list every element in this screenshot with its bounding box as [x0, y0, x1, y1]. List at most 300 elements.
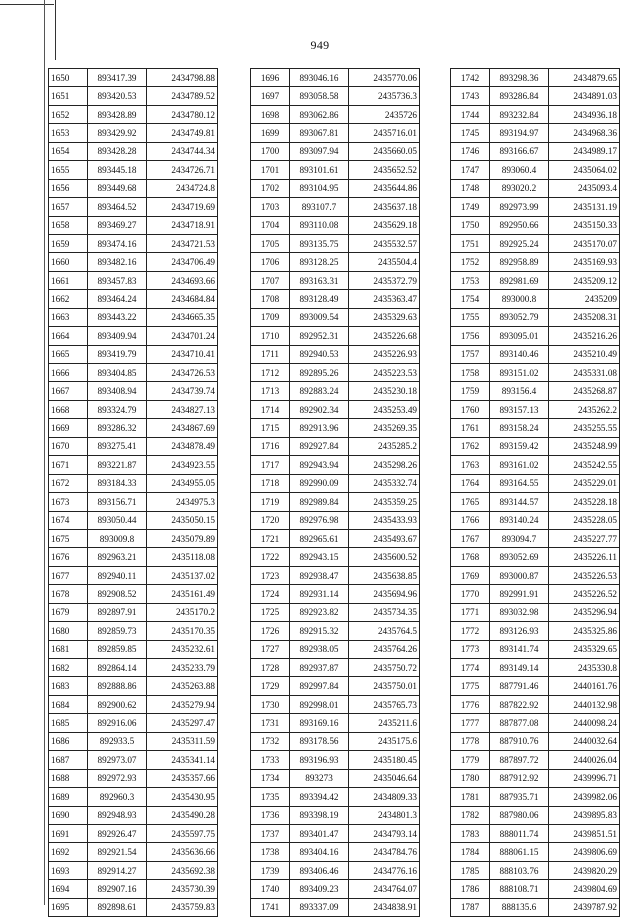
y-coordinate-cell: 2435209.12 — [549, 271, 620, 289]
x-coordinate-cell: 893194.97 — [490, 124, 549, 142]
y-coordinate-cell: 2434968.36 — [549, 124, 620, 142]
y-coordinate-cell: 2435285.2 — [349, 437, 420, 455]
x-coordinate-cell: 892998.01 — [290, 695, 349, 713]
point-id-cell: 1656 — [49, 179, 88, 197]
x-coordinate-cell: 893404.16 — [290, 843, 349, 861]
y-coordinate-cell: 2435229.01 — [549, 474, 620, 492]
y-coordinate-cell: 2435248.99 — [549, 437, 620, 455]
x-coordinate-cell: 893428.28 — [88, 142, 147, 160]
table-row — [49, 640, 218, 658]
table-row — [49, 695, 218, 713]
table-row — [49, 382, 218, 400]
x-coordinate-cell: 893104.95 — [290, 179, 349, 197]
point-id-cell: 1713 — [251, 382, 290, 400]
table-row — [49, 345, 218, 363]
table-row — [49, 548, 218, 566]
x-coordinate-cell: 893273 — [290, 769, 349, 787]
y-coordinate-cell: 2435759.83 — [147, 898, 218, 916]
point-id-cell: 1767 — [451, 529, 490, 547]
x-coordinate-cell: 892940.11 — [88, 566, 147, 584]
point-id-cell: 1778 — [451, 732, 490, 750]
table-row — [251, 308, 420, 326]
y-coordinate-cell: 2435330.8 — [549, 659, 620, 677]
x-coordinate-cell: 892933.5 — [88, 732, 147, 750]
table-row — [451, 843, 620, 861]
point-id-cell: 1785 — [451, 861, 490, 879]
point-id-cell: 1722 — [251, 548, 290, 566]
x-coordinate-cell: 893419.79 — [88, 345, 147, 363]
y-coordinate-cell: 2435730.39 — [147, 880, 218, 898]
table-row — [251, 843, 420, 861]
table-row — [251, 161, 420, 179]
point-id-cell: 1740 — [251, 880, 290, 898]
point-id-cell: 1715 — [251, 419, 290, 437]
x-coordinate-cell: 893149.14 — [490, 659, 549, 677]
table-row — [251, 474, 420, 492]
point-id-cell: 1650 — [49, 69, 88, 87]
point-id-cell: 1741 — [251, 898, 290, 916]
y-coordinate-cell: 2435372.79 — [349, 271, 420, 289]
x-coordinate-cell: 892943.94 — [290, 456, 349, 474]
point-id-cell: 1757 — [451, 345, 490, 363]
point-id-cell: 1721 — [251, 529, 290, 547]
x-coordinate-cell: 893169.16 — [290, 714, 349, 732]
point-id-cell: 1671 — [49, 456, 88, 474]
y-coordinate-cell: 2435208.31 — [549, 308, 620, 326]
table-row — [451, 548, 620, 566]
y-coordinate-cell: 2434793.14 — [349, 824, 420, 842]
y-coordinate-cell: 2435161.49 — [147, 585, 218, 603]
y-coordinate-cell: 2435331.08 — [549, 364, 620, 382]
x-coordinate-cell: 893398.19 — [290, 806, 349, 824]
point-id-cell: 1743 — [451, 87, 490, 105]
table-row — [251, 880, 420, 898]
point-id-cell: 1753 — [451, 271, 490, 289]
table-row — [49, 198, 218, 216]
point-id-cell: 1745 — [451, 124, 490, 142]
x-coordinate-cell: 892958.89 — [490, 253, 549, 271]
point-id-cell: 1764 — [451, 474, 490, 492]
x-coordinate-cell: 893409.23 — [290, 880, 349, 898]
x-coordinate-cell: 887910.76 — [490, 732, 549, 750]
y-coordinate-cell: 2434798.88 — [147, 69, 218, 87]
x-coordinate-cell: 892898.61 — [88, 898, 147, 916]
x-coordinate-cell: 888103.76 — [490, 861, 549, 879]
point-id-cell: 1772 — [451, 622, 490, 640]
point-id-cell: 1680 — [49, 622, 88, 640]
point-id-cell: 1771 — [451, 603, 490, 621]
x-coordinate-cell: 892952.31 — [290, 327, 349, 345]
table-row — [49, 179, 218, 197]
table-row — [451, 161, 620, 179]
y-coordinate-cell: 2435637.18 — [349, 198, 420, 216]
y-coordinate-cell: 2435493.67 — [349, 529, 420, 547]
table-row — [49, 585, 218, 603]
table-row — [251, 529, 420, 547]
x-coordinate-cell: 892907.16 — [88, 880, 147, 898]
x-coordinate-cell: 893140.46 — [490, 345, 549, 363]
y-coordinate-cell: 2435726 — [349, 105, 420, 123]
x-coordinate-cell: 892960.3 — [88, 788, 147, 806]
y-coordinate-cell: 2435093.4 — [549, 179, 620, 197]
table-row — [251, 382, 420, 400]
x-coordinate-cell: 892937.87 — [290, 659, 349, 677]
table-row — [451, 142, 620, 160]
x-coordinate-cell: 892859.73 — [88, 622, 147, 640]
table-row — [451, 105, 620, 123]
table-row — [251, 714, 420, 732]
y-coordinate-cell: 2435298.26 — [349, 456, 420, 474]
y-coordinate-cell: 2435253.49 — [349, 400, 420, 418]
x-coordinate-cell: 892923.82 — [290, 603, 349, 621]
x-coordinate-cell: 893135.75 — [290, 234, 349, 252]
x-coordinate-cell: 893286.84 — [490, 87, 549, 105]
x-coordinate-cell: 893429.92 — [88, 124, 147, 142]
table-row — [451, 364, 620, 382]
y-coordinate-cell: 2435750.72 — [349, 659, 420, 677]
x-coordinate-cell: 892963.21 — [88, 548, 147, 566]
table-row — [251, 179, 420, 197]
x-coordinate-cell: 893032.98 — [490, 603, 549, 621]
point-id-cell: 1657 — [49, 198, 88, 216]
y-coordinate-cell: 2435736.3 — [349, 87, 420, 105]
x-coordinate-cell: 892973.99 — [490, 198, 549, 216]
x-coordinate-cell: 893163.31 — [290, 271, 349, 289]
y-coordinate-cell: 2440032.64 — [549, 732, 620, 750]
y-coordinate-cell: 2435233.79 — [147, 659, 218, 677]
x-coordinate-cell: 893420.53 — [88, 87, 147, 105]
x-coordinate-cell: 892883.24 — [290, 382, 349, 400]
table-row — [451, 308, 620, 326]
x-coordinate-cell: 892991.91 — [490, 585, 549, 603]
table-row — [49, 529, 218, 547]
point-id-cell: 1700 — [251, 142, 290, 160]
x-coordinate-cell: 893406.46 — [290, 861, 349, 879]
x-coordinate-cell: 893156.4 — [490, 382, 549, 400]
point-id-cell: 1699 — [251, 124, 290, 142]
table-row — [49, 769, 218, 787]
table-row — [49, 271, 218, 289]
table-row — [451, 493, 620, 511]
y-coordinate-cell: 2435296.94 — [549, 603, 620, 621]
table-row — [49, 566, 218, 584]
point-id-cell: 1751 — [451, 234, 490, 252]
x-coordinate-cell: 892943.15 — [290, 548, 349, 566]
table-row — [49, 603, 218, 621]
table-row — [49, 677, 218, 695]
x-coordinate-cell: 893445.18 — [88, 161, 147, 179]
y-coordinate-cell: 2434955.05 — [147, 474, 218, 492]
y-coordinate-cell: 2434724.8 — [147, 179, 218, 197]
x-coordinate-cell: 893161.02 — [490, 456, 549, 474]
point-id-cell: 1781 — [451, 788, 490, 806]
point-id-cell: 1662 — [49, 290, 88, 308]
x-coordinate-cell: 887912.92 — [490, 769, 549, 787]
x-coordinate-cell: 892989.84 — [290, 493, 349, 511]
point-id-cell: 1707 — [251, 271, 290, 289]
table-row — [49, 216, 218, 234]
point-id-cell: 1733 — [251, 751, 290, 769]
point-id-cell: 1724 — [251, 585, 290, 603]
x-coordinate-cell: 893052.69 — [490, 548, 549, 566]
y-coordinate-cell: 2434665.35 — [147, 308, 218, 326]
y-coordinate-cell: 2434726.53 — [147, 364, 218, 382]
y-coordinate-cell: 2435765.73 — [349, 695, 420, 713]
table-row — [451, 419, 620, 437]
y-coordinate-cell: 2440161.76 — [549, 677, 620, 695]
x-coordinate-cell: 893298.36 — [490, 69, 549, 87]
table-row — [49, 732, 218, 750]
y-coordinate-cell: 2435600.52 — [349, 548, 420, 566]
y-coordinate-cell: 2434989.17 — [549, 142, 620, 160]
point-id-cell: 1760 — [451, 400, 490, 418]
y-coordinate-cell: 2434684.84 — [147, 290, 218, 308]
table-row — [251, 124, 420, 142]
x-coordinate-cell: 893058.58 — [290, 87, 349, 105]
x-coordinate-cell: 893062.86 — [290, 105, 349, 123]
table-row — [451, 290, 620, 308]
y-coordinate-cell: 2434975.3 — [147, 493, 218, 511]
x-coordinate-cell: 893094.7 — [490, 529, 549, 547]
x-coordinate-cell: 892859.85 — [88, 640, 147, 658]
table-row — [49, 474, 218, 492]
x-coordinate-cell: 893144.57 — [490, 493, 549, 511]
point-id-cell: 1686 — [49, 732, 88, 750]
table-row — [49, 659, 218, 677]
y-coordinate-cell: 2439820.29 — [549, 861, 620, 879]
y-coordinate-cell: 2435209 — [549, 290, 620, 308]
table-row — [451, 603, 620, 621]
point-id-cell: 1770 — [451, 585, 490, 603]
y-coordinate-cell: 2434764.07 — [349, 880, 420, 898]
y-coordinate-cell: 2435263.88 — [147, 677, 218, 695]
y-coordinate-cell: 2434867.69 — [147, 419, 218, 437]
x-coordinate-cell: 893009.8 — [88, 529, 147, 547]
point-id-cell: 1668 — [49, 400, 88, 418]
y-coordinate-cell: 2435490.28 — [147, 806, 218, 824]
point-id-cell: 1683 — [49, 677, 88, 695]
x-coordinate-cell: 892990.09 — [290, 474, 349, 492]
point-id-cell: 1784 — [451, 843, 490, 861]
table-row — [451, 622, 620, 640]
point-id-cell: 1756 — [451, 327, 490, 345]
point-id-cell: 1652 — [49, 105, 88, 123]
table-row — [451, 585, 620, 603]
table-row — [49, 124, 218, 142]
table-row — [49, 511, 218, 529]
x-coordinate-cell: 893457.83 — [88, 271, 147, 289]
table-row — [451, 253, 620, 271]
table-row — [451, 179, 620, 197]
point-id-cell: 1718 — [251, 474, 290, 492]
x-coordinate-cell: 893157.13 — [490, 400, 549, 418]
x-coordinate-cell: 892913.96 — [290, 419, 349, 437]
point-id-cell: 1661 — [49, 271, 88, 289]
y-coordinate-cell: 2435175.6 — [349, 732, 420, 750]
point-id-cell: 1655 — [49, 161, 88, 179]
table-row — [49, 788, 218, 806]
point-id-cell: 1774 — [451, 659, 490, 677]
x-coordinate-cell: 893000.87 — [490, 566, 549, 584]
point-id-cell: 1692 — [49, 843, 88, 861]
table-row — [251, 345, 420, 363]
point-id-cell: 1714 — [251, 400, 290, 418]
x-coordinate-cell: 892926.47 — [88, 824, 147, 842]
x-coordinate-cell: 892902.34 — [290, 400, 349, 418]
point-id-cell: 1687 — [49, 751, 88, 769]
y-coordinate-cell: 2435226.11 — [549, 548, 620, 566]
point-id-cell: 1695 — [49, 898, 88, 916]
table-row — [251, 659, 420, 677]
point-id-cell: 1744 — [451, 105, 490, 123]
x-coordinate-cell: 893164.55 — [490, 474, 549, 492]
point-id-cell: 1675 — [49, 529, 88, 547]
point-id-cell: 1676 — [49, 548, 88, 566]
point-id-cell: 1682 — [49, 659, 88, 677]
table-row — [451, 382, 620, 400]
point-id-cell: 1711 — [251, 345, 290, 363]
x-coordinate-cell: 887791.46 — [490, 677, 549, 695]
x-coordinate-cell: 892915.32 — [290, 622, 349, 640]
y-coordinate-cell: 2435644.86 — [349, 179, 420, 197]
table-row — [49, 806, 218, 824]
y-coordinate-cell: 2435629.18 — [349, 216, 420, 234]
x-coordinate-cell: 887877.08 — [490, 714, 549, 732]
point-id-cell: 1779 — [451, 751, 490, 769]
table-row — [49, 880, 218, 898]
y-coordinate-cell: 2435652.52 — [349, 161, 420, 179]
table-row — [251, 622, 420, 640]
table-row — [251, 677, 420, 695]
x-coordinate-cell: 893110.08 — [290, 216, 349, 234]
y-coordinate-cell: 2434784.76 — [349, 843, 420, 861]
table-row — [49, 824, 218, 842]
x-coordinate-cell: 892908.52 — [88, 585, 147, 603]
x-coordinate-cell: 892864.14 — [88, 659, 147, 677]
table-row — [451, 124, 620, 142]
y-coordinate-cell: 2439996.71 — [549, 769, 620, 787]
x-coordinate-cell: 887822.92 — [490, 695, 549, 713]
y-coordinate-cell: 2435230.18 — [349, 382, 420, 400]
point-id-cell: 1674 — [49, 511, 88, 529]
x-coordinate-cell: 892925.24 — [490, 234, 549, 252]
y-coordinate-cell: 2435359.25 — [349, 493, 420, 511]
x-coordinate-cell: 893128.25 — [290, 253, 349, 271]
point-id-cell: 1768 — [451, 548, 490, 566]
x-coordinate-cell: 892895.26 — [290, 364, 349, 382]
point-id-cell: 1691 — [49, 824, 88, 842]
point-id-cell: 1659 — [49, 234, 88, 252]
binding-margin-line — [44, 0, 45, 905]
x-coordinate-cell: 893417.39 — [88, 69, 147, 87]
x-coordinate-cell: 887980.06 — [490, 806, 549, 824]
x-coordinate-cell: 892931.14 — [290, 585, 349, 603]
point-id-cell: 1705 — [251, 234, 290, 252]
table-row — [251, 69, 420, 87]
y-coordinate-cell: 2435131.19 — [549, 198, 620, 216]
x-coordinate-cell: 893449.68 — [88, 179, 147, 197]
table-row — [49, 161, 218, 179]
y-coordinate-cell: 2435050.15 — [147, 511, 218, 529]
x-coordinate-cell: 892921.54 — [88, 843, 147, 861]
y-coordinate-cell: 2435357.66 — [147, 769, 218, 787]
table-row — [451, 751, 620, 769]
y-coordinate-cell: 2434827.13 — [147, 400, 218, 418]
y-coordinate-cell: 2435341.14 — [147, 751, 218, 769]
coordinate-table-right — [450, 68, 620, 917]
y-coordinate-cell: 2435734.35 — [349, 603, 420, 621]
x-coordinate-cell: 893097.94 — [290, 142, 349, 160]
x-coordinate-cell: 893178.56 — [290, 732, 349, 750]
y-coordinate-cell: 2439806.69 — [549, 843, 620, 861]
table-row — [49, 419, 218, 437]
point-id-cell: 1783 — [451, 824, 490, 842]
point-id-cell: 1731 — [251, 714, 290, 732]
table-row — [251, 419, 420, 437]
x-coordinate-cell: 893275.41 — [88, 437, 147, 455]
x-coordinate-cell: 892938.05 — [290, 640, 349, 658]
table-row — [451, 474, 620, 492]
y-coordinate-cell: 2435764.5 — [349, 622, 420, 640]
x-coordinate-cell: 893052.79 — [490, 308, 549, 326]
table-row — [49, 253, 218, 271]
table-row — [451, 87, 620, 105]
point-id-cell: 1728 — [251, 659, 290, 677]
table-row — [451, 824, 620, 842]
x-coordinate-cell: 893469.27 — [88, 216, 147, 234]
y-coordinate-cell: 2435226.53 — [549, 566, 620, 584]
table-row — [451, 861, 620, 879]
x-coordinate-cell: 892927.84 — [290, 437, 349, 455]
coordinate-table-middle — [250, 68, 420, 917]
point-id-cell: 1720 — [251, 511, 290, 529]
point-id-cell: 1725 — [251, 603, 290, 621]
x-coordinate-cell: 893337.09 — [290, 898, 349, 916]
x-coordinate-cell: 893184.33 — [88, 474, 147, 492]
point-id-cell: 1719 — [251, 493, 290, 511]
point-id-cell: 1723 — [251, 566, 290, 584]
point-id-cell: 1651 — [49, 87, 88, 105]
point-id-cell: 1730 — [251, 695, 290, 713]
y-coordinate-cell: 2435750.01 — [349, 677, 420, 695]
table-row — [251, 105, 420, 123]
table-row — [451, 788, 620, 806]
point-id-cell: 1769 — [451, 566, 490, 584]
point-id-cell: 1738 — [251, 843, 290, 861]
table-row — [451, 898, 620, 916]
table-row — [251, 806, 420, 824]
x-coordinate-cell: 893101.61 — [290, 161, 349, 179]
x-coordinate-cell: 893401.47 — [290, 824, 349, 842]
point-id-cell: 1750 — [451, 216, 490, 234]
x-coordinate-cell: 893060.4 — [490, 161, 549, 179]
y-coordinate-cell: 2435638.85 — [349, 566, 420, 584]
point-id-cell: 1703 — [251, 198, 290, 216]
table-row — [251, 493, 420, 511]
x-coordinate-cell: 888011.74 — [490, 824, 549, 842]
point-id-cell: 1777 — [451, 714, 490, 732]
table-row — [251, 234, 420, 252]
point-id-cell: 1665 — [49, 345, 88, 363]
table-row — [251, 566, 420, 584]
point-id-cell: 1732 — [251, 732, 290, 750]
table-row — [49, 898, 218, 916]
x-coordinate-cell: 892976.98 — [290, 511, 349, 529]
table-row — [451, 198, 620, 216]
y-coordinate-cell: 2435660.05 — [349, 142, 420, 160]
table-row — [451, 677, 620, 695]
table-row — [251, 142, 420, 160]
